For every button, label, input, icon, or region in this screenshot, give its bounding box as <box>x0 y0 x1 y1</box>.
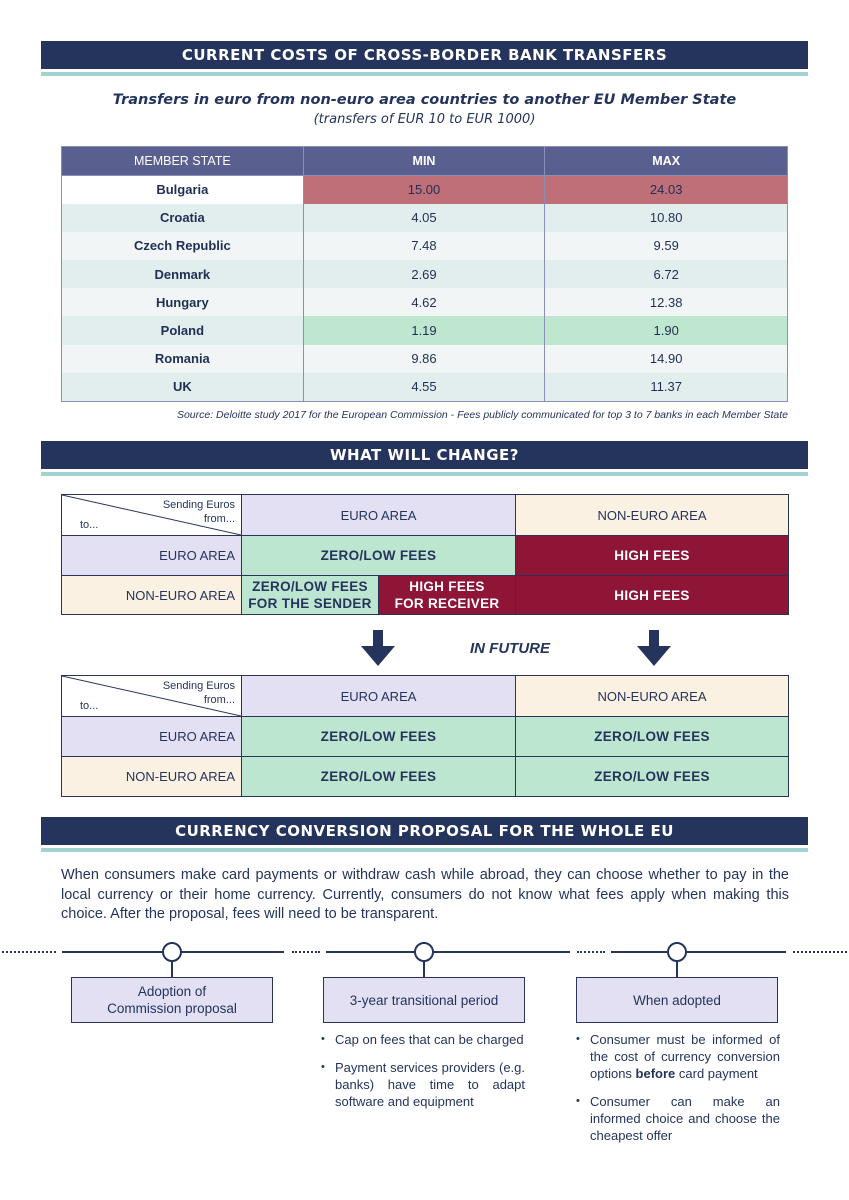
cell-min: 4.55 <box>303 373 545 401</box>
cell-euro-to-noneuro: ZERO/LOW FEES <box>242 757 515 796</box>
cell-noneuro-to-euro: ZERO/LOW FEES <box>516 717 788 756</box>
grid-line <box>515 676 516 796</box>
list-item: • Cap on fees that can be charged <box>321 1031 525 1048</box>
cell-noneuro-to-noneuro: HIGH FEES <box>516 576 788 614</box>
cell-euro-to-euro: ZERO/LOW FEES <box>242 536 515 575</box>
timeline-stem <box>676 962 678 977</box>
cell-max: 9.59 <box>545 232 788 260</box>
step-adoption-line2: Commission proposal <box>107 1001 237 1016</box>
cell-euro-to-noneuro-receiver <box>379 576 515 614</box>
grid-line <box>62 716 788 717</box>
cell-noneuro-to-noneuro: ZERO/LOW FEES <box>516 757 788 796</box>
grid-line <box>62 535 788 536</box>
intro-paragraph: When consumers make card payments or withdraw cash while abroad, they can choose whether to pay in the local currency or their home currency. Currently, consumers do not know what fees apply when making this choice. After the proposal, fees will need to be transparent. <box>61 867 789 922</box>
timeline-line <box>326 951 570 953</box>
table-row <box>62 345 788 373</box>
grid-line <box>515 495 516 614</box>
cell-state: Hungary <box>62 288 304 316</box>
table-row <box>62 373 788 401</box>
section-underline <box>41 72 808 76</box>
grid-line <box>62 575 788 576</box>
bullet-text: Consumer must be informed of the cost of currency conversion options <box>590 1032 780 1081</box>
step-adopted-box: When adopted <box>576 977 778 1023</box>
cell-euro-to-noneuro-sender <box>242 576 378 614</box>
step-adoption-box <box>71 977 273 1023</box>
step-adoption-line1: Adoption of <box>137 984 207 999</box>
down-arrow-icon <box>637 630 671 666</box>
table-subtitle: Transfers in euro from non-euro area countries to another EU Member State <box>112 92 737 108</box>
corner-to-label: to... <box>80 700 99 712</box>
timeline-dots <box>2 951 56 953</box>
cell-max: 10.80 <box>545 204 788 232</box>
list-item <box>576 1031 780 1082</box>
adopted-bullets <box>576 1031 780 1155</box>
timeline-dots <box>793 951 847 953</box>
header-min: MIN <box>303 147 545 176</box>
cell-min: 9.86 <box>303 345 545 373</box>
down-arrow-icon <box>361 630 395 666</box>
grid-line <box>241 495 242 614</box>
table-header-row <box>62 147 788 176</box>
cell-max: 24.03 <box>545 176 788 204</box>
matrix-corner <box>62 676 241 716</box>
step-transitional-box: 3-year transitional period <box>323 977 525 1023</box>
cell-min: 1.19 <box>303 316 545 344</box>
timeline-stem <box>423 962 425 977</box>
cell-state: Poland <box>62 316 304 344</box>
table-row <box>62 204 788 232</box>
cell-max: 14.90 <box>545 345 788 373</box>
bullet-bold-text: before <box>635 1066 676 1081</box>
timeline-stem <box>171 962 173 977</box>
section-underline <box>41 472 808 476</box>
cell-min: 15.00 <box>303 176 545 204</box>
row-header-noneuro: NON-EURO AREA <box>62 757 241 796</box>
cell-state: Czech Republic <box>62 232 304 260</box>
cell-min: 4.62 <box>303 288 545 316</box>
header-member-state: MEMBER STATE <box>62 147 304 176</box>
col-header-noneuro: NON-EURO AREA <box>516 676 788 716</box>
row-header-euro: EURO AREA <box>62 536 241 575</box>
grid-line <box>62 756 788 757</box>
row-header-euro: EURO AREA <box>62 717 241 756</box>
list-item: • Consumer can make an informed choice and choose the cheapest offer <box>576 1093 780 1144</box>
section-header-currency-conversion: CURRENCY CONVERSION PROPOSAL FOR THE WHOLE EU <box>41 817 808 845</box>
timeline-dots <box>577 951 605 953</box>
corner-sending-label: Sending Euros <box>162 680 235 692</box>
grid-line <box>378 576 379 614</box>
cell-state: Bulgaria <box>62 176 304 204</box>
section-header-current-costs: CURRENT COSTS OF CROSS-BORDER BANK TRANSFERS <box>41 41 808 69</box>
cell-state: Croatia <box>62 204 304 232</box>
timeline-node <box>162 942 182 962</box>
table-row <box>62 316 788 344</box>
table-subtitle-range: (transfers of EUR 10 to EUR 1000) <box>313 112 536 127</box>
table-row <box>62 176 788 204</box>
cell-state: UK <box>62 373 304 401</box>
cell-max: 11.37 <box>545 373 788 401</box>
list-item: • Payment services providers (e.g. banks) have time to adapt software and equipment <box>321 1059 525 1110</box>
cell-max: 12.38 <box>545 288 788 316</box>
transitional-bullets <box>321 1031 525 1121</box>
col-header-euro: EURO AREA <box>242 676 515 716</box>
bullet-text: card payment <box>675 1066 758 1081</box>
cell-euro-to-euro: ZERO/LOW FEES <box>242 717 515 756</box>
timeline-node <box>414 942 434 962</box>
grid-line <box>241 676 242 796</box>
cell-min: 7.48 <box>303 232 545 260</box>
corner-from-label: from... <box>203 694 235 706</box>
cell-max: 1.90 <box>545 316 788 344</box>
sender-line2: FOR THE SENDER <box>248 596 372 611</box>
table-row <box>62 260 788 288</box>
receiver-line1: HIGH FEES <box>409 579 485 594</box>
section-header-what-will-change: WHAT WILL CHANGE? <box>41 441 808 469</box>
row-header-noneuro: NON-EURO AREA <box>62 576 241 614</box>
cell-state: Romania <box>62 345 304 373</box>
current-fee-matrix <box>61 494 789 615</box>
corner-sending-label: Sending Euros <box>162 499 235 511</box>
in-future-label: IN FUTURE <box>470 640 550 657</box>
col-header-euro: EURO AREA <box>242 495 515 535</box>
cell-noneuro-to-euro: HIGH FEES <box>516 536 788 575</box>
future-fee-matrix <box>61 675 789 797</box>
timeline-node <box>667 942 687 962</box>
table-row <box>62 288 788 316</box>
cost-table <box>61 146 788 402</box>
corner-from-label: from... <box>203 513 235 525</box>
sender-line1: ZERO/LOW FEES <box>252 579 368 594</box>
header-max: MAX <box>545 147 788 176</box>
table-row <box>62 232 788 260</box>
matrix-corner <box>62 495 241 535</box>
section-underline <box>41 848 808 852</box>
timeline-dots <box>292 951 320 953</box>
corner-to-label: to... <box>80 519 99 531</box>
col-header-noneuro: NON-EURO AREA <box>516 495 788 535</box>
cell-min: 2.69 <box>303 260 545 288</box>
cell-state: Denmark <box>62 260 304 288</box>
cell-min: 4.05 <box>303 204 545 232</box>
source-note: Source: Deloitte study 2017 for the European Commission - Fees publicly communicated for top 3 to 7 banks in each Member State <box>176 409 788 421</box>
timeline-line <box>611 951 786 953</box>
cell-max: 6.72 <box>545 260 788 288</box>
receiver-line2: FOR RECEIVER <box>394 596 500 611</box>
